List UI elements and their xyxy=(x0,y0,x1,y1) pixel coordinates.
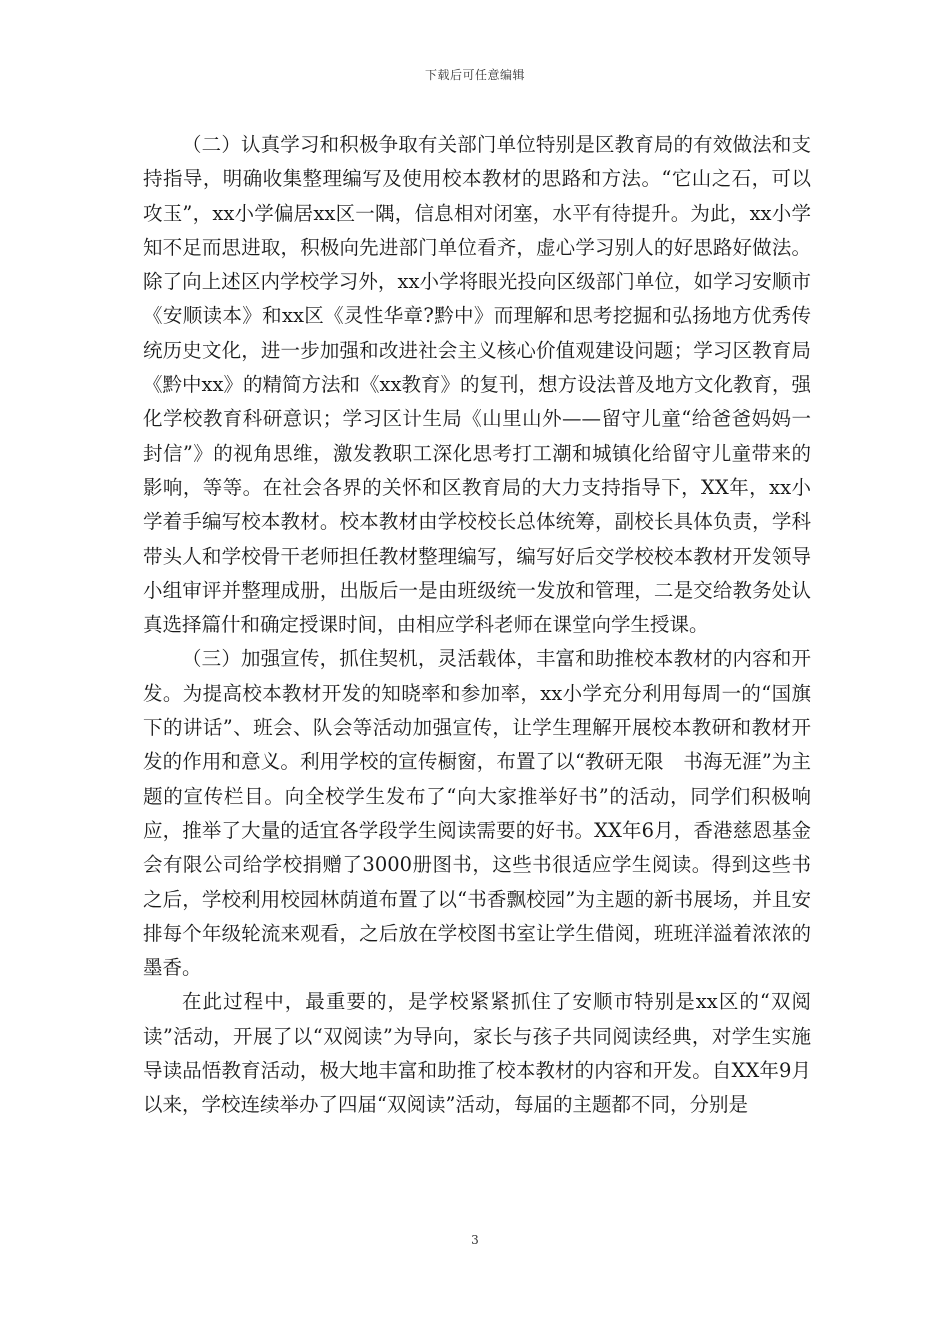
paragraph-section-two: （二）认真学习和积极争取有关部门单位特别是区教育局的有效做法和支持指导，明确收集整理编写及使用校本教材的思路和方法。“它山之石，可以攻玉”，xx小学偏居xx区一隅，信息相对闭塞，水平有待提升。为此，xx小学知不足而思进取，积极向先进部门单位看齐，虚心学习别人的好思路好做法。除了向上述区内学校学习外，xx小学将眼光投向区级部门单位，如学习安顺市《安顺读本》和xx区《灵性华章?黔中》而理解和思考挖掘和弘扬地方优秀传统历史文化，进一步加强和改进社会主义核心价值观建设问题；学习区教育局《黔中xx》的精简方法和《xx教育》的复刊，想方设法普及地方文化教育，强化学校教育科研意识；学习区计生局《山里山外——留守儿童“给爸爸妈妈一封信”》的视角思维，激发教职工深化思考打工潮和城镇化给留守儿童带来的影响，等等。在社会各界的关怀和区教育局的大力支持指导下，XX年，xx小学着手编写校本教材。校本教材由学校校长总体统筹，副校长具体负责，学科带头人和学校骨干老师担任教材整理编写，编写好后交学校校本教材开发领导小组审评并整理成册，出版后一是由班级统一发放和管理，二是交给教务处认真选择篇什和确定授课时间，由相应学科老师在课堂向学生授课。 xyxy=(143,133,811,637)
document-body xyxy=(143,128,811,1123)
paragraph-section-three: （三）加强宣传，抓住契机，灵活载体，丰富和助推校本教材的内容和开发。为提高校本教材开发的知晓率和参加率，xx小学充分利用每周一的“国旗下的讲话”、班会、队会等活动加强宣传，让学生理解开展校本教研和教材开发的作用和意义。利用学校的宣传橱窗，布置了以“教研无限 书海无涯”为主题的宣传栏目。向全校学生发布了“向大家推举好书”的活动，同学们积极响应，推举了大量的适宜各学段学生阅读需要的好书。XX年6月，香港慈恩基金会有限公司给学校捐赠了3000册图书，这些书很适应学生阅读。得到这些书之后，学校利用校园林荫道布置了以“书香飘校园”为主题的新书展场，并且安排每个年级轮流来观看，之后放在学校图书室让学生借阅，班班洋溢着浓浓的墨香。 xyxy=(143,647,811,980)
paragraph-double-reading: 在此过程中，最重要的，是学校紧紧抓住了安顺市特别是xx区的“双阅读”活动，开展了以“双阅读”为导向，家长与孩子共同阅读经典，对学生实施导读品悟教育活动，极大地丰富和助推了校本教材的内容和开发。自XX年9月以来，学校连续举办了四届“双阅读”活动，每届的主题都不同，分别是 xyxy=(143,990,811,1117)
page-number: 3 xyxy=(471,1233,479,1247)
page-header: 下载后可任意编辑 xyxy=(424,68,525,82)
